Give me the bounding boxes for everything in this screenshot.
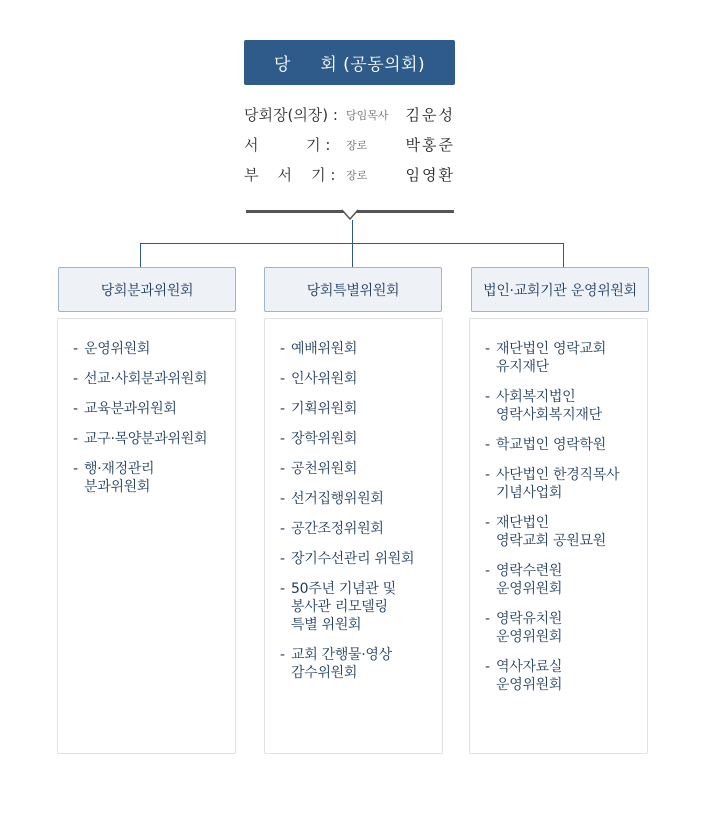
committee-item: - 장학위원회 <box>280 430 442 448</box>
committee-item: - 역사자료실 운영위원회 <box>485 658 647 694</box>
committee-item: - 선거집행위원회 <box>280 490 442 508</box>
committee-item: - 장기수선관리 위원회 <box>280 550 442 568</box>
committee-item: - 영락수련원 운영위원회 <box>485 562 647 598</box>
connector-stem-right <box>563 243 564 267</box>
officer-name: 박홍준 <box>405 136 455 154</box>
committee-list-panel <box>264 318 443 754</box>
committee-list <box>265 319 442 682</box>
officer-role: 당회장(의장) : <box>244 106 338 124</box>
committee-item: - 인사위원회 <box>280 370 442 388</box>
officer-row-chair <box>244 102 459 132</box>
committee-item: - 재단법인 영락교회 유지재단 <box>485 340 647 376</box>
committee-item: - 공천위원회 <box>280 460 442 478</box>
committee-header: 당회분과위원회 <box>58 267 236 312</box>
committee-item: - 사회복지법인 영락사회복지재단 <box>485 388 647 424</box>
officer-title: 장로 <box>346 139 368 152</box>
committee-item: - 교회 간행물·영상 감수위원회 <box>280 646 442 682</box>
committee-item: - 교육분과위원회 <box>73 400 235 418</box>
committee-item: - 선교·사회분과위원회 <box>73 370 235 388</box>
officer-row-vice-secretary <box>244 162 459 192</box>
committee-item: - 공간조정위원회 <box>280 520 442 538</box>
committee-item: - 운영위원회 <box>73 340 235 358</box>
committee-item: - 영락유치원 운영위원회 <box>485 610 647 646</box>
officer-name: 임영환 <box>405 166 455 184</box>
council-title-box: 당 회 (공동의회) <box>244 40 455 85</box>
committee-list-panel <box>469 318 648 754</box>
committee-item: - 사단법인 한경직목사 기념사업회 <box>485 466 647 502</box>
connector-stem-center <box>352 220 353 267</box>
committee-item: - 예배위원회 <box>280 340 442 358</box>
officer-row-secretary <box>244 132 459 162</box>
committee-item: - 50주년 기념관 및 봉사관 리모델링 특별 위원회 <box>280 580 442 634</box>
officer-title: 장로 <box>346 169 368 182</box>
committee-header: 법인·교회기관 운영위원회 <box>471 267 649 312</box>
committee-item: - 재단법인 영락교회 공원묘원 <box>485 514 647 550</box>
officer-name: 김운성 <box>405 106 455 124</box>
chevron-down-icon <box>342 206 358 222</box>
officer-role: 서 기 : <box>244 136 331 154</box>
connector-stem-left <box>140 243 141 267</box>
officer-title: 당임목사 <box>346 109 389 122</box>
committee-list <box>58 319 235 496</box>
committee-item: - 기획위원회 <box>280 400 442 418</box>
committee-item: - 행·재정관리 분과위원회 <box>73 460 235 496</box>
committee-item: - 학교법인 영락학원 <box>485 436 647 454</box>
committee-header: 당회특별위원회 <box>264 267 442 312</box>
officer-role: 부 서 기 : <box>244 166 336 184</box>
committee-item: - 교구·목양분과위원회 <box>73 430 235 448</box>
committee-list <box>470 319 647 694</box>
committee-list-panel <box>57 318 236 754</box>
officers-list <box>244 102 459 192</box>
